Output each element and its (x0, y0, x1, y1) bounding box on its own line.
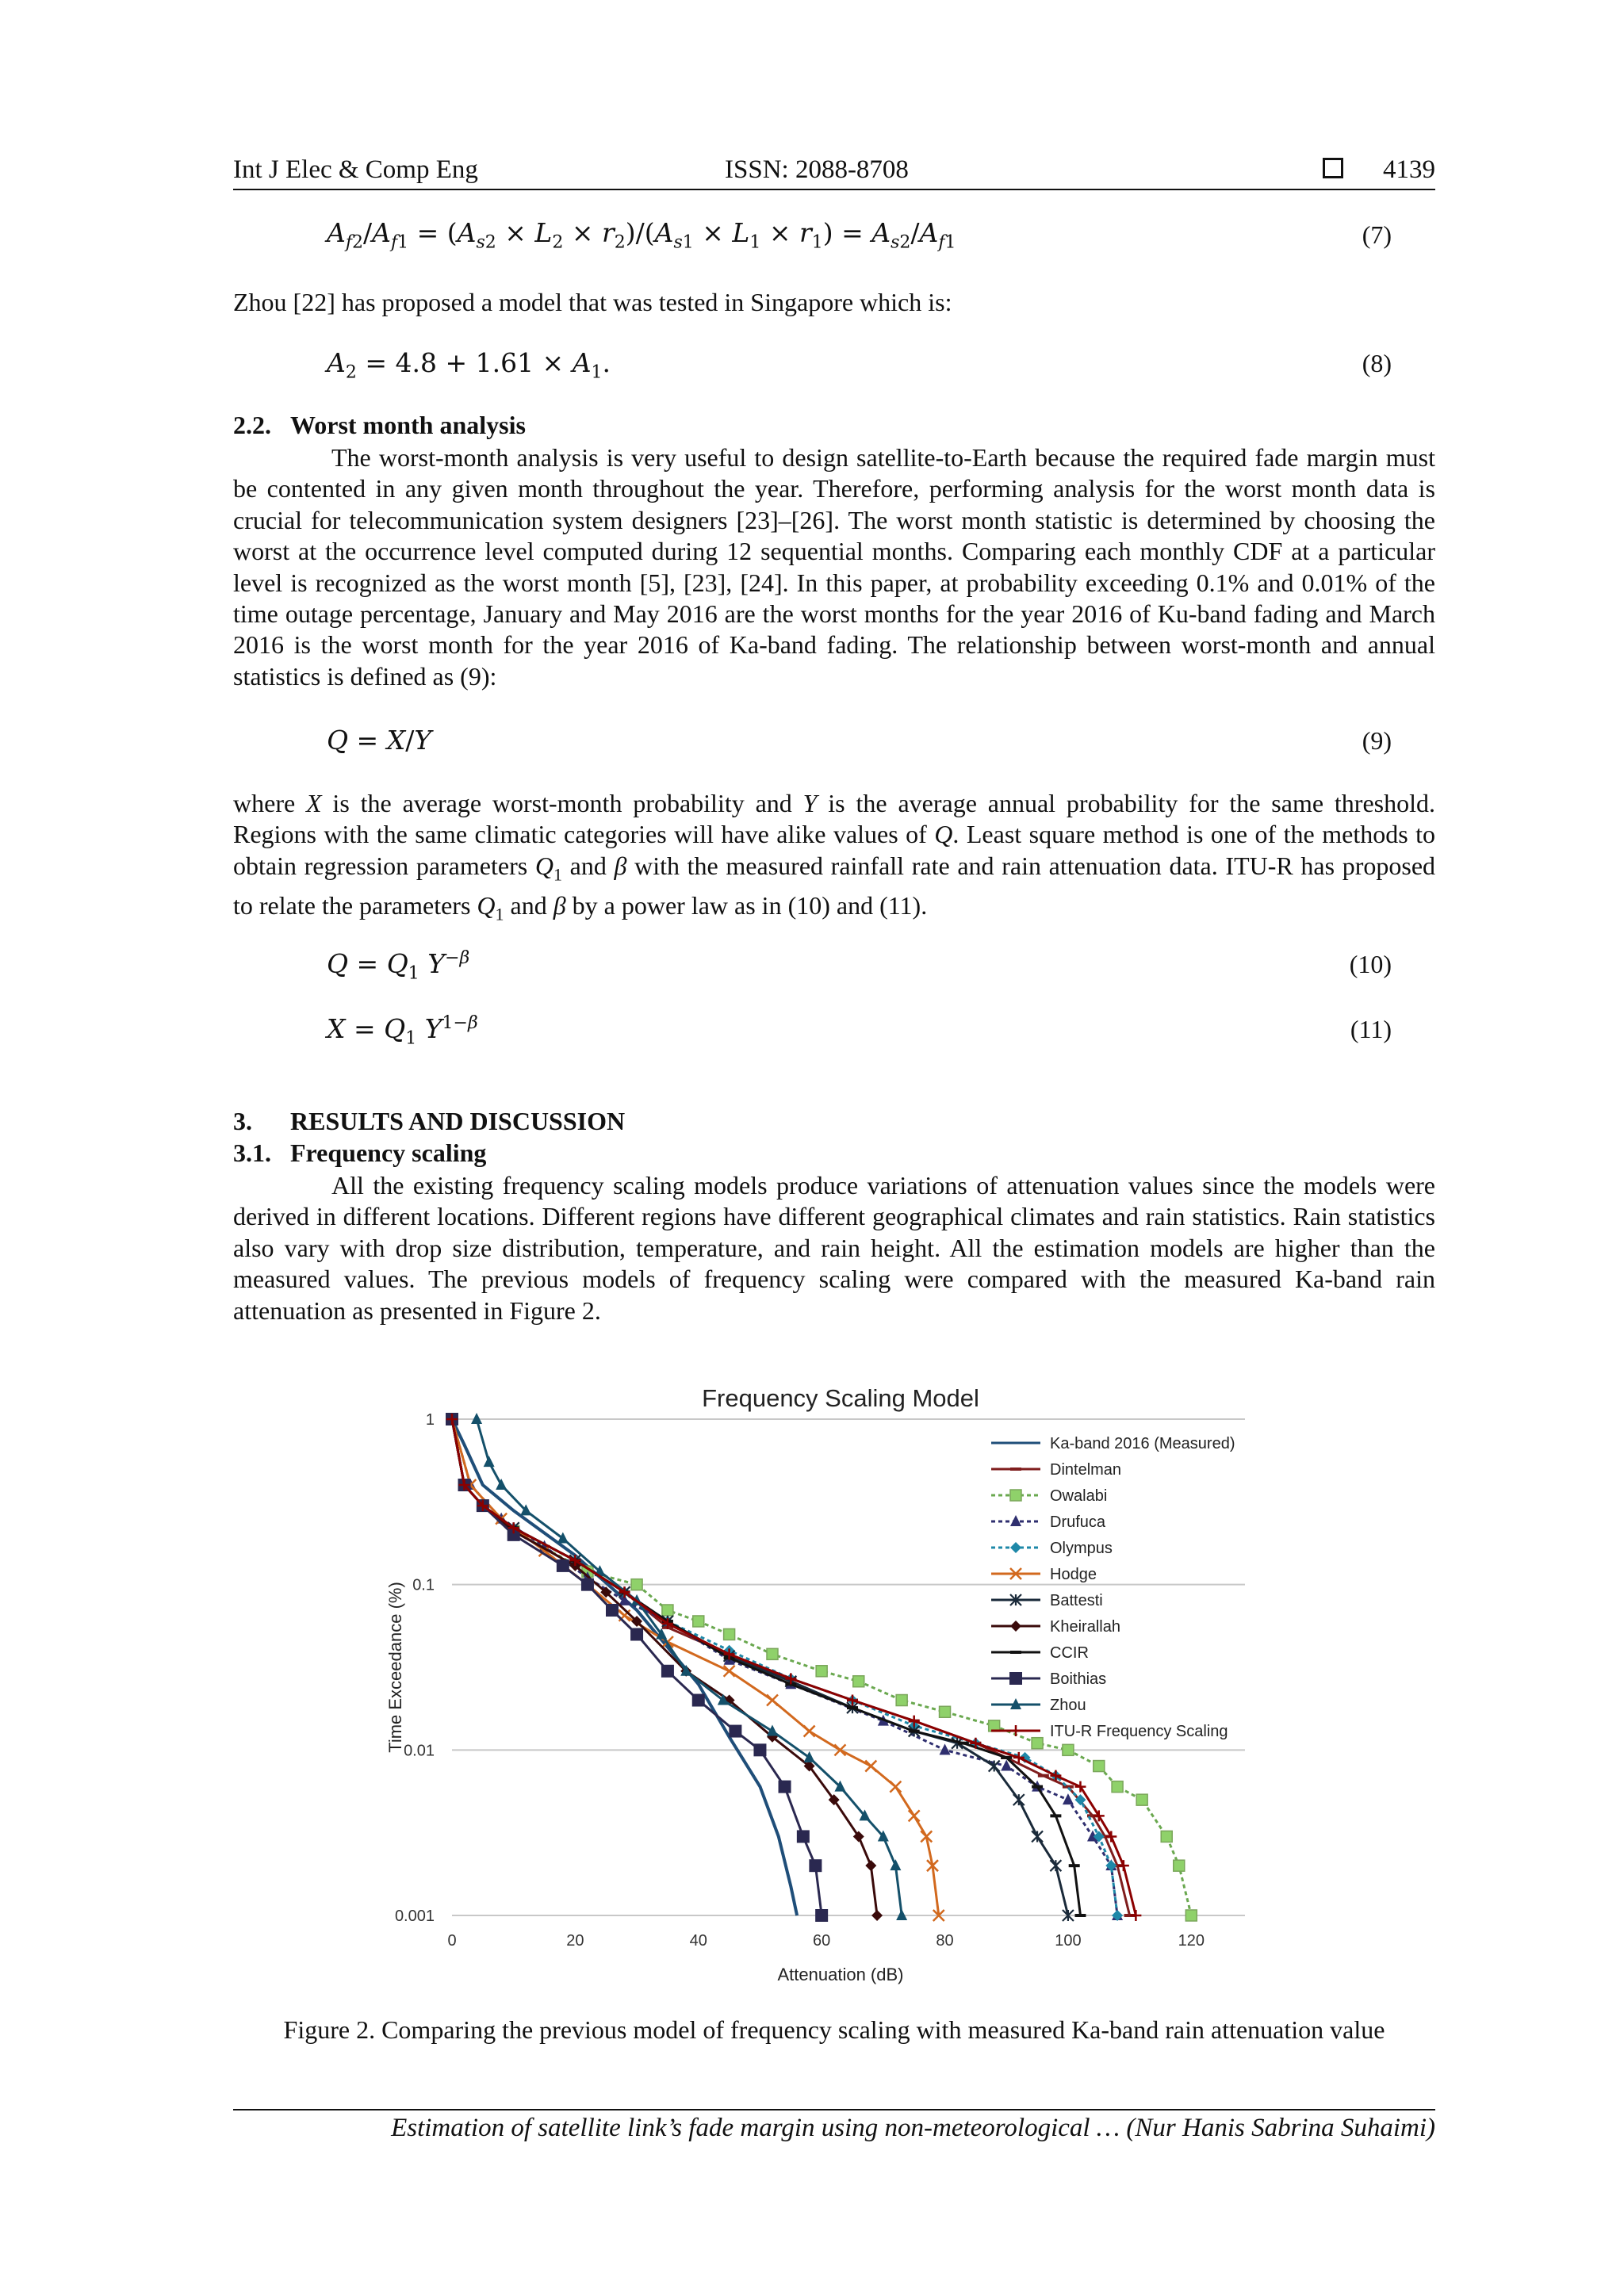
equation-9: Q = X/Y (327, 725, 432, 756)
section-3-number: 3. (233, 1107, 252, 1135)
data-point-owalabi (1112, 1781, 1123, 1793)
paragraph-worst-month (233, 442, 1435, 692)
x-tick-label: 20 (566, 1932, 584, 1950)
x-tick-label: 0 (447, 1932, 457, 1950)
data-point-boithias (607, 1605, 618, 1616)
paragraph-frequency-scaling (233, 1170, 1435, 1326)
data-point-owalabi (1094, 1761, 1105, 1772)
y-axis-label: Time Exceedance (%) (385, 1582, 405, 1753)
section-2-2-title: Worst month analysis (290, 411, 526, 439)
paragraph-worst-month-text: The worst-month analysis is very useful to design satellite-to-Earth because the required fade margin must be contented in any given month throughout the year. Therefore, performing analysis for the worst month data is crucial for telecommunication system designers [23]–[26]. The worst month statistic is determined by choosing the worst at the occurrence level computed during 12 sequential months. Comparing each monthly CDF at a particular level is recognized as the worst month [5], [23], [24]. In this paper, at probability exceeding 0.1% and 0.01% of the time outage percentage, January and May 2016 are the worst months for the year 2016 of Ku-band fading and March 2016 is the worst month for the year 2016 of Ka-band fading. The relationship between worst-month and annual statistics is defined as (9): (233, 443, 1435, 691)
data-point-boithias (662, 1666, 673, 1677)
data-point-boithias (810, 1860, 821, 1871)
square-bullet-icon (1323, 158, 1343, 178)
equation-7-number: (7) (1362, 220, 1392, 249)
data-point-owalabi (662, 1605, 673, 1616)
data-point-owalabi (724, 1628, 735, 1640)
data-point-boithias (693, 1695, 704, 1706)
data-point-owalabi (1185, 1910, 1197, 1921)
paragraph-frequency-scaling-text: All the existing frequency scaling models produce variations of attenuation values since the models were derived in different locations. Different regions have different geographical climates and rain statistics. Rain statistics also vary with drop size distribution, temperature, and rain height. All the estimation models are higher than the measured values. The previous models of frequency scaling were compared with the measured Ka-band rain attenuation as presented in Figure 2. (233, 1171, 1435, 1325)
page-number: 4139 (1383, 155, 1435, 184)
y-tick-label: 0.001 (394, 1908, 435, 1925)
legend-label-hodge: Hodge (1050, 1566, 1097, 1583)
x-tick-label: 100 (1055, 1932, 1082, 1950)
equation-10: $Q = Q_1$ $Y^{-\beta}$ (327, 948, 470, 984)
data-point-owalabi (1174, 1860, 1185, 1871)
data-point-owalabi (693, 1616, 704, 1627)
data-point-owalabi (767, 1648, 778, 1659)
equation-7: $A_{f2}/A_{f1} = (A_{s2} \times L_2 \times r_2)/(A_{s1} \times L_1 \times r_1) = A_{s2}/A_{f1}$ (327, 217, 956, 253)
issn: ISSN: 2088-8708 (725, 155, 909, 184)
legend-marker-owalabi (1010, 1490, 1021, 1501)
data-point-owalabi (1063, 1744, 1074, 1755)
x-tick-label: 60 (813, 1932, 831, 1950)
data-point-owalabi (940, 1706, 951, 1717)
running-footer: Estimation of satellite link’s fade margin using non-meteorological … (Nur Hanis Sabrina Suhaimi) (391, 2114, 1435, 2142)
data-point-boithias (779, 1781, 791, 1793)
section-2-2-number: 2.2. (233, 411, 271, 439)
legend-label-kheirallah: Kheirallah (1050, 1618, 1120, 1636)
frequency-scaling-chart (381, 1378, 1285, 1988)
data-point-owalabi (631, 1579, 642, 1590)
figure-2-caption: Figure 2. Comparing the previous model of frequency scaling with measured Ka-band rain attenuation value (283, 2015, 1385, 2044)
running-header (233, 155, 1435, 190)
data-point-boithias (582, 1579, 593, 1590)
section-3-1-number: 3.1. (233, 1138, 271, 1167)
data-point-boithias (798, 1831, 809, 1842)
legend-label-ccir: CCIR (1050, 1644, 1089, 1662)
y-tick-label: 1 (425, 1411, 435, 1429)
legend-marker-boithias (1010, 1673, 1021, 1684)
section-2-2-heading (233, 411, 526, 440)
equation-8-number: (8) (1362, 349, 1392, 377)
x-tick-label: 40 (689, 1932, 707, 1950)
equation-8: $A_2 = 4.8 + 1.61 \times A_1$. (327, 347, 611, 383)
legend-label-itu-r-frequency-scaling: ITU-R Frequency Scaling (1050, 1723, 1228, 1740)
data-point-boithias (631, 1628, 642, 1640)
data-point-boithias (557, 1560, 569, 1571)
section-3-1-heading (233, 1138, 486, 1168)
equation-11: $X = Q_1$ $Y^{1-\beta}$ (327, 1013, 478, 1049)
legend-label-drufuca: Drufuca (1050, 1513, 1106, 1531)
section-3-title: RESULTS AND DISCUSSION (290, 1107, 626, 1135)
journal-name: Int J Elec & Comp Eng (233, 155, 478, 184)
paragraph-zhou: Zhou [22] has proposed a model that was tested in Singapore which is: (233, 288, 952, 316)
x-tick-label: 80 (936, 1932, 954, 1950)
data-point-owalabi (816, 1666, 827, 1677)
chart-title: Frequency Scaling Model (702, 1384, 979, 1412)
data-point-owalabi (1032, 1738, 1043, 1749)
data-point-owalabi (896, 1695, 907, 1706)
data-point-boithias (816, 1910, 827, 1921)
data-point-boithias (730, 1726, 741, 1737)
x-axis-label: Attenuation (dB) (777, 1965, 904, 1984)
legend-label-olympus: Olympus (1050, 1540, 1113, 1557)
x-tick-label: 120 (1178, 1932, 1205, 1950)
chart-background (381, 1378, 1285, 1988)
data-point-owalabi (1136, 1794, 1147, 1805)
legend-label-boithias: Boithias (1050, 1670, 1107, 1688)
legend-label-owalabi: Owalabi (1050, 1487, 1108, 1505)
section-3-heading (233, 1107, 625, 1136)
data-point-owalabi (853, 1676, 864, 1687)
footer-rule (233, 2109, 1435, 2110)
section-3-1-title: Frequency scaling (290, 1138, 487, 1167)
y-tick-label: 0.01 (404, 1742, 435, 1760)
equation-10-number: (10) (1349, 950, 1392, 978)
y-tick-label: 0.1 (412, 1576, 435, 1594)
data-point-owalabi (1161, 1831, 1172, 1842)
legend-label-zhou: Zhou (1050, 1697, 1086, 1714)
equation-11-number: (11) (1350, 1015, 1392, 1043)
equation-9-number: (9) (1362, 726, 1392, 755)
legend-label-dintelman: Dintelman (1050, 1461, 1122, 1479)
header-rule (233, 189, 1435, 190)
legend-label-ka-band-2016-measured: Ka-band 2016 (Measured) (1050, 1435, 1235, 1452)
paragraph-where: where X is the average worst-month probability and Y is the average annual probability for the same threshold. Regions with the same climatic categories will have alike values of Q. Least square method is one of the methods to obtain regression parameters $Q_1$ and β with the measured rainfall rate and rain attenuation data. ITU-R has proposed to relate the parameters $Q_1$ and β by a power law as in (10) and (11). (233, 789, 1436, 924)
legend-label-battesti: Battesti (1050, 1592, 1103, 1609)
page-number-box (1323, 155, 1435, 185)
data-point-boithias (754, 1744, 765, 1755)
